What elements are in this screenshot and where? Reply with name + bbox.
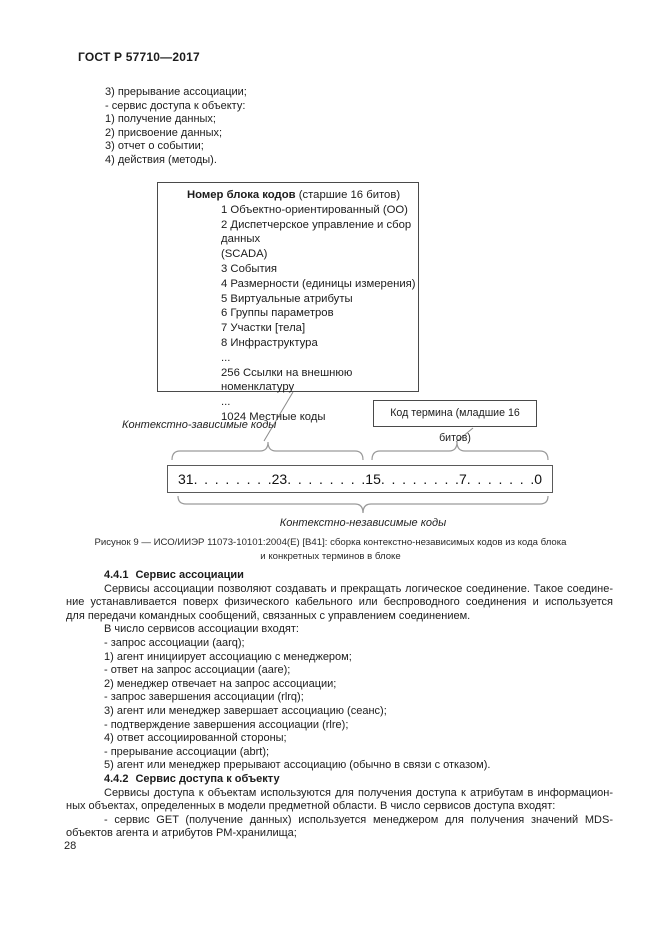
code-block-number-box: [157, 182, 419, 423]
list-item: 1) получение данных;: [105, 113, 216, 126]
body-text: [66, 569, 613, 841]
paragraph-441-1: [66, 583, 613, 624]
list-item: 5) агент или менеджер прерывают ассоциацию (обычно в связи с отказом).: [104, 759, 491, 772]
bit-field-box: 31. . . . . . . .23. . . . . . . .15. . . . . . . .7. . . . . . .0: [167, 465, 553, 493]
section-title: Сервис ассоциации: [135, 569, 244, 581]
figure-caption-line2: и конкретных терминов в блоке: [260, 550, 401, 562]
figure-caption: [0, 536, 661, 563]
section-heading-442: [66, 773, 613, 787]
list-item: 2) менеджер отвечает на запрос ассоциации;: [104, 677, 337, 690]
list-item: - запрос завершения ассоциации (rlrq);: [104, 691, 304, 704]
section-number: 4.4.2: [104, 772, 129, 785]
code-block-item: 1024 Местные коды: [221, 410, 326, 423]
code-block-item: 8 Инфраструктура: [221, 336, 318, 349]
paragraph-line: для передачи командных сообщений, связанных с управлением соединением.: [66, 609, 471, 622]
term-code-box: Код термина (младшие 16 битов): [373, 400, 537, 427]
list-item: 4) действия (методы).: [105, 153, 217, 166]
paragraph-line: ных объектах, определенных в модели предметной области. В число сервисов доступа входят:: [66, 800, 556, 813]
list-item: 1) агент инициирует ассоциацию с менеджером;: [104, 650, 352, 663]
list-item: - ответ на запрос ассоциации (aare);: [104, 664, 291, 677]
paragraph-line: - сервис GET (получение данных) используется менеджером для получения значений MDS-: [104, 813, 613, 826]
list-item: - прерывание ассоциации (abrt);: [104, 745, 270, 758]
code-block-item: 1 Объектно-ориентированный (ОО): [221, 203, 408, 216]
list-item: - сервис доступа к объекту:: [105, 99, 246, 112]
code-block-box-title-rest: (старшие 16 битов): [295, 189, 401, 201]
running-header: ГОСТ Р 57710—2017: [78, 50, 200, 64]
code-block-item: 6 Группы параметров: [221, 307, 334, 320]
context-independent-label: Контекстно-независимые коды: [279, 517, 447, 529]
code-block-item: 5 Виртуальные атрибуты: [221, 292, 353, 305]
list-item: - запрос ассоциации (aarq);: [104, 636, 245, 649]
list-item: 2) присвоение данных;: [105, 126, 223, 139]
paragraph-line: объектов агента и атрибутов PM-хранилища;: [66, 827, 297, 840]
paragraph-442-2: [66, 814, 613, 841]
list-item: 4) ответ ассоциированной стороны;: [104, 732, 287, 745]
context-dependent-label: Контекстно-зависимые коды: [122, 419, 277, 431]
association-services-list: [66, 637, 613, 773]
list-item: 3) агент или менеджер завершает ассоциацию (сеанс);: [104, 704, 387, 717]
list-item: - подтверждение завершения ассоциации (rlre);: [104, 718, 349, 731]
code-block-item: 4 Размерности (единицы измерения): [221, 277, 416, 290]
figure-caption-line1: Рисунок 9 — ИСО/ИИЭР 11073-10101:2004(E) [В41]: сборка контекстно-независимых кодов из кода блока: [94, 537, 567, 548]
code-block-item: ...: [221, 351, 231, 364]
list-item: 3) прерывание ассоциации;: [105, 86, 247, 98]
code-block-items: [158, 203, 418, 425]
code-block-box-title: [158, 188, 418, 203]
intro-service-list: [105, 86, 247, 168]
code-block-item: 3 События: [221, 262, 278, 275]
section-heading-441: [66, 569, 613, 583]
code-block-box-title-bold: Номер блока кодов: [187, 189, 296, 201]
paragraph-442-1: [66, 787, 613, 814]
code-block-item: 7 Участки [тела]: [221, 322, 306, 335]
paragraph-line: ние устанавливается поверх физического кабельного или беспроводного соединения и используется: [66, 596, 613, 609]
code-block-item: 2 Диспетчерское управление и сбор данных: [221, 218, 412, 246]
section-title: Сервис доступа к объекту: [135, 772, 280, 785]
code-block-item: 256 Ссылки на внешнюю номенклатуру: [221, 366, 353, 394]
page-number: 28: [64, 840, 77, 852]
section-number: 4.4.1: [104, 569, 129, 581]
figure-9-diagram: [0, 180, 661, 536]
code-block-item: ...: [221, 396, 231, 409]
list-item: 3) отчет о событии;: [105, 140, 204, 153]
paragraph-line: Сервисы ассоциации позволяют создавать и прекращать логическое соединение. Такое соедине-: [104, 582, 613, 595]
paragraph-441-2: В число сервисов ассоциации входят:: [104, 623, 299, 636]
code-block-item: (SCADA): [221, 248, 268, 261]
paragraph-line: Сервисы доступа к объектам используются для получения доступа к атрибутам в информацион-: [104, 786, 613, 799]
